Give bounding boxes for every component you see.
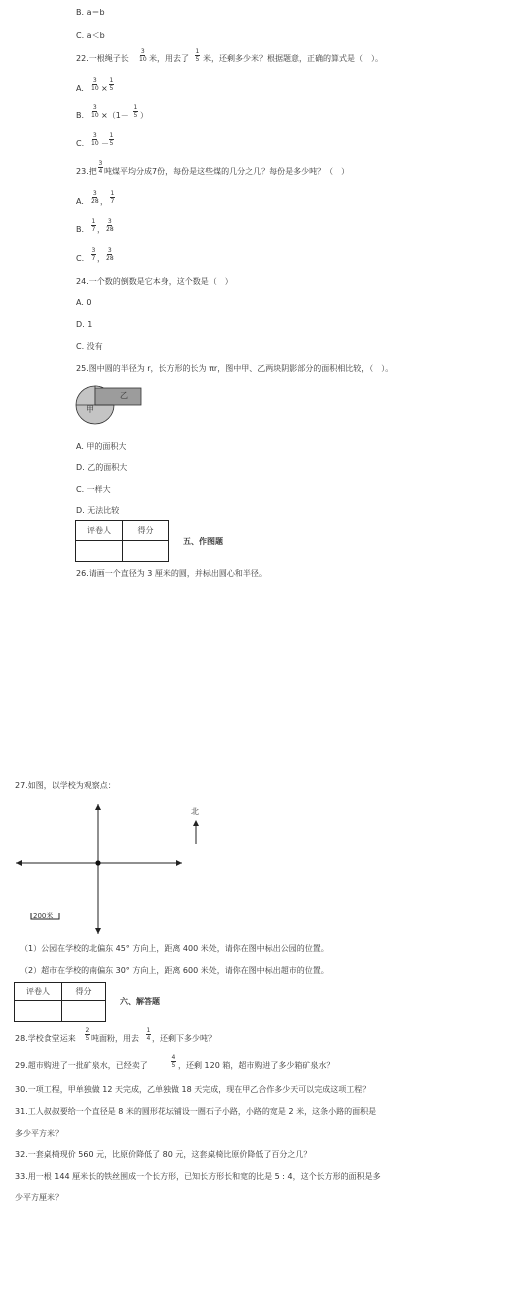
q23-option-c-sep: ， bbox=[97, 254, 105, 263]
q22-fraction-2: $\frac{1}{5}$ bbox=[195, 48, 200, 63]
q24-option-c: C. 没有 bbox=[76, 342, 103, 351]
q26-text: 26.请画一个直径为 3 厘米的圆，并标出圆心和半径。 bbox=[76, 569, 267, 578]
q31-line-2: 多少平方米？ bbox=[15, 1129, 63, 1138]
q22-text-a: 22.一根绳子长 bbox=[76, 54, 129, 63]
q24-text: 24.一个数的倒数是它本身，这个数是（ ） bbox=[76, 277, 233, 286]
q22-option-a-label: A. bbox=[76, 84, 84, 93]
q22-option-b-frac1: $\frac{3}{10}$ bbox=[91, 104, 99, 119]
q28-text-b: 吨面粉，用去 bbox=[91, 1034, 139, 1043]
q27-sub-2: （2）超市在学校的南偏东 30° 方向上，距离 600 米处，请你在图中标出超市的位置。 bbox=[20, 966, 329, 975]
q33-line-2: 少平方厘米？ bbox=[15, 1193, 63, 1202]
q33-line-1: 33.用一根 144 厘米长的铁丝围成一个长方形，已知长方形长和宽的比是 5 : 4，这个长方形的面积是多 bbox=[15, 1172, 381, 1181]
q23-option-c-label: C. bbox=[76, 254, 85, 263]
q23-option-a-frac1: $\frac{3}{28}$ bbox=[91, 190, 99, 205]
q28-fraction-1: $\frac{2}{5}$ bbox=[85, 1027, 90, 1042]
q22-option-b-label: B. bbox=[76, 111, 85, 120]
north-label: 北 bbox=[191, 807, 199, 816]
q25-text: 25.图中圆的半径为 r，长方形的长为 πr，图中甲、乙两块阴影部分的面积相比较，（ ）。 bbox=[76, 364, 394, 373]
q23-option-c-frac2: $\frac{3}{28}$ bbox=[106, 247, 114, 262]
q23-option-c-frac1: $\frac{3}{7}$ bbox=[91, 247, 96, 262]
q29-fraction: $\frac{4}{5}$ bbox=[171, 1054, 176, 1069]
q23-text-b: 吨煤平均分成7份，每份是这些煤的几分之几？每份是多少吨？（ ） bbox=[104, 167, 350, 176]
q22-option-b-frac2: $\frac{1}{5}$ bbox=[133, 104, 138, 119]
q25-option-c: C. 一样大 bbox=[76, 485, 111, 494]
q24-option-a: A. 0 bbox=[76, 298, 92, 307]
q24-option-b: D. 1 bbox=[76, 320, 93, 329]
score-cell-reviewer[interactable] bbox=[15, 1001, 62, 1022]
q22-option-b-op: ×（1－ bbox=[101, 111, 129, 120]
q25-option-a: A. 甲的面积大 bbox=[76, 442, 127, 451]
q22-option-c-frac2: $\frac{1}{5}$ bbox=[109, 132, 114, 147]
section-5-title: 五、作图题 bbox=[183, 537, 223, 546]
scale-label: 200米 bbox=[33, 912, 54, 920]
score-cell-score[interactable] bbox=[123, 541, 169, 562]
q23-option-b-sep: ， bbox=[97, 225, 105, 234]
q22-fraction-1: $\frac{3}{10}$ bbox=[139, 48, 147, 63]
score-cell-reviewer[interactable] bbox=[76, 541, 123, 562]
q23-option-a-frac2: $\frac{1}{7}$ bbox=[110, 190, 115, 205]
q32-text: 32.一套桌椅现价 560 元，比原价降低了 80 元，这套桌椅比原价降低了百分之几？ bbox=[15, 1150, 312, 1159]
q21-option-c: C. a＜b bbox=[76, 31, 105, 40]
score-head-score: 得分 bbox=[62, 983, 106, 1001]
q31-line-1: 31.工人叔叔要给一个直径是 8 米的圆形花坛铺设一圈石子小路，小路的宽是 2 米，这条小路的面积是 bbox=[15, 1107, 377, 1116]
q21-option-b: B. a＝b bbox=[76, 8, 105, 17]
score-head-score: 得分 bbox=[123, 521, 169, 541]
q25-label-jia: 甲 bbox=[86, 405, 94, 414]
score-head-reviewer: 评卷人 bbox=[76, 521, 123, 541]
score-table-5 bbox=[75, 520, 169, 562]
q22-option-a-op: × bbox=[101, 84, 108, 93]
q22-option-c-frac1: $\frac{3}{10}$ bbox=[91, 132, 99, 147]
q23-option-b-frac2: $\frac{3}{28}$ bbox=[106, 218, 114, 233]
q22-option-c-op: － bbox=[101, 139, 109, 148]
score-table-6 bbox=[14, 982, 106, 1022]
q28-text-c: ，还剩下多少吨？ bbox=[152, 1034, 216, 1043]
q22-option-c-label: C. bbox=[76, 139, 85, 148]
q25-label-yi: 乙 bbox=[120, 391, 128, 400]
q22-text-b: 米，用去了 bbox=[149, 54, 189, 63]
score-head-reviewer: 评卷人 bbox=[15, 983, 62, 1001]
q22-option-a-frac1: $\frac{3}{10}$ bbox=[91, 77, 99, 92]
q27-sub-1: （1）公园在学校的北偏东 45° 方向上，距离 400 米处，请你在图中标出公园的位置。 bbox=[20, 944, 329, 953]
q29-text-b: ，还剩 120 箱，超市购进了多少箱矿泉水？ bbox=[178, 1061, 335, 1070]
q28-fraction-2: $\frac{1}{4}$ bbox=[146, 1027, 151, 1042]
q28-text-a: 28.学校食堂运来 bbox=[15, 1034, 76, 1043]
q29-text-a: 29.超市购进了一批矿泉水，已经卖了 bbox=[15, 1061, 148, 1070]
q23-option-a-label: A. bbox=[76, 197, 84, 206]
q27-text: 27.如图，以学校为观察点： bbox=[15, 781, 116, 790]
q25-option-d: D. 无法比较 bbox=[76, 506, 120, 515]
q23-option-b-frac1: $\frac{1}{7}$ bbox=[91, 218, 96, 233]
q23-text-a: 23.把 bbox=[76, 167, 97, 176]
q22-text-c: 米，还剩多少米？根据题意，正确的算式是（ ）。 bbox=[203, 54, 383, 63]
score-cell-score[interactable] bbox=[62, 1001, 106, 1022]
q23-option-a-sep: ， bbox=[100, 197, 108, 206]
q23-option-b-label: B. bbox=[76, 225, 85, 234]
q25-figure bbox=[74, 384, 146, 428]
q22-option-a-frac2: $\frac{1}{5}$ bbox=[109, 77, 114, 92]
q25-option-b: D. 乙的面积大 bbox=[76, 463, 128, 472]
q23-fraction: $\frac{3}{4}$ bbox=[98, 160, 103, 175]
section-6-title: 六、解答题 bbox=[120, 997, 160, 1006]
q30-text: 30.一项工程，甲单独做 12 天完成，乙单独做 18 天完成，现在甲乙合作多少天可以完成这项工程？ bbox=[15, 1085, 371, 1094]
q22-option-b-end: ） bbox=[140, 111, 148, 120]
